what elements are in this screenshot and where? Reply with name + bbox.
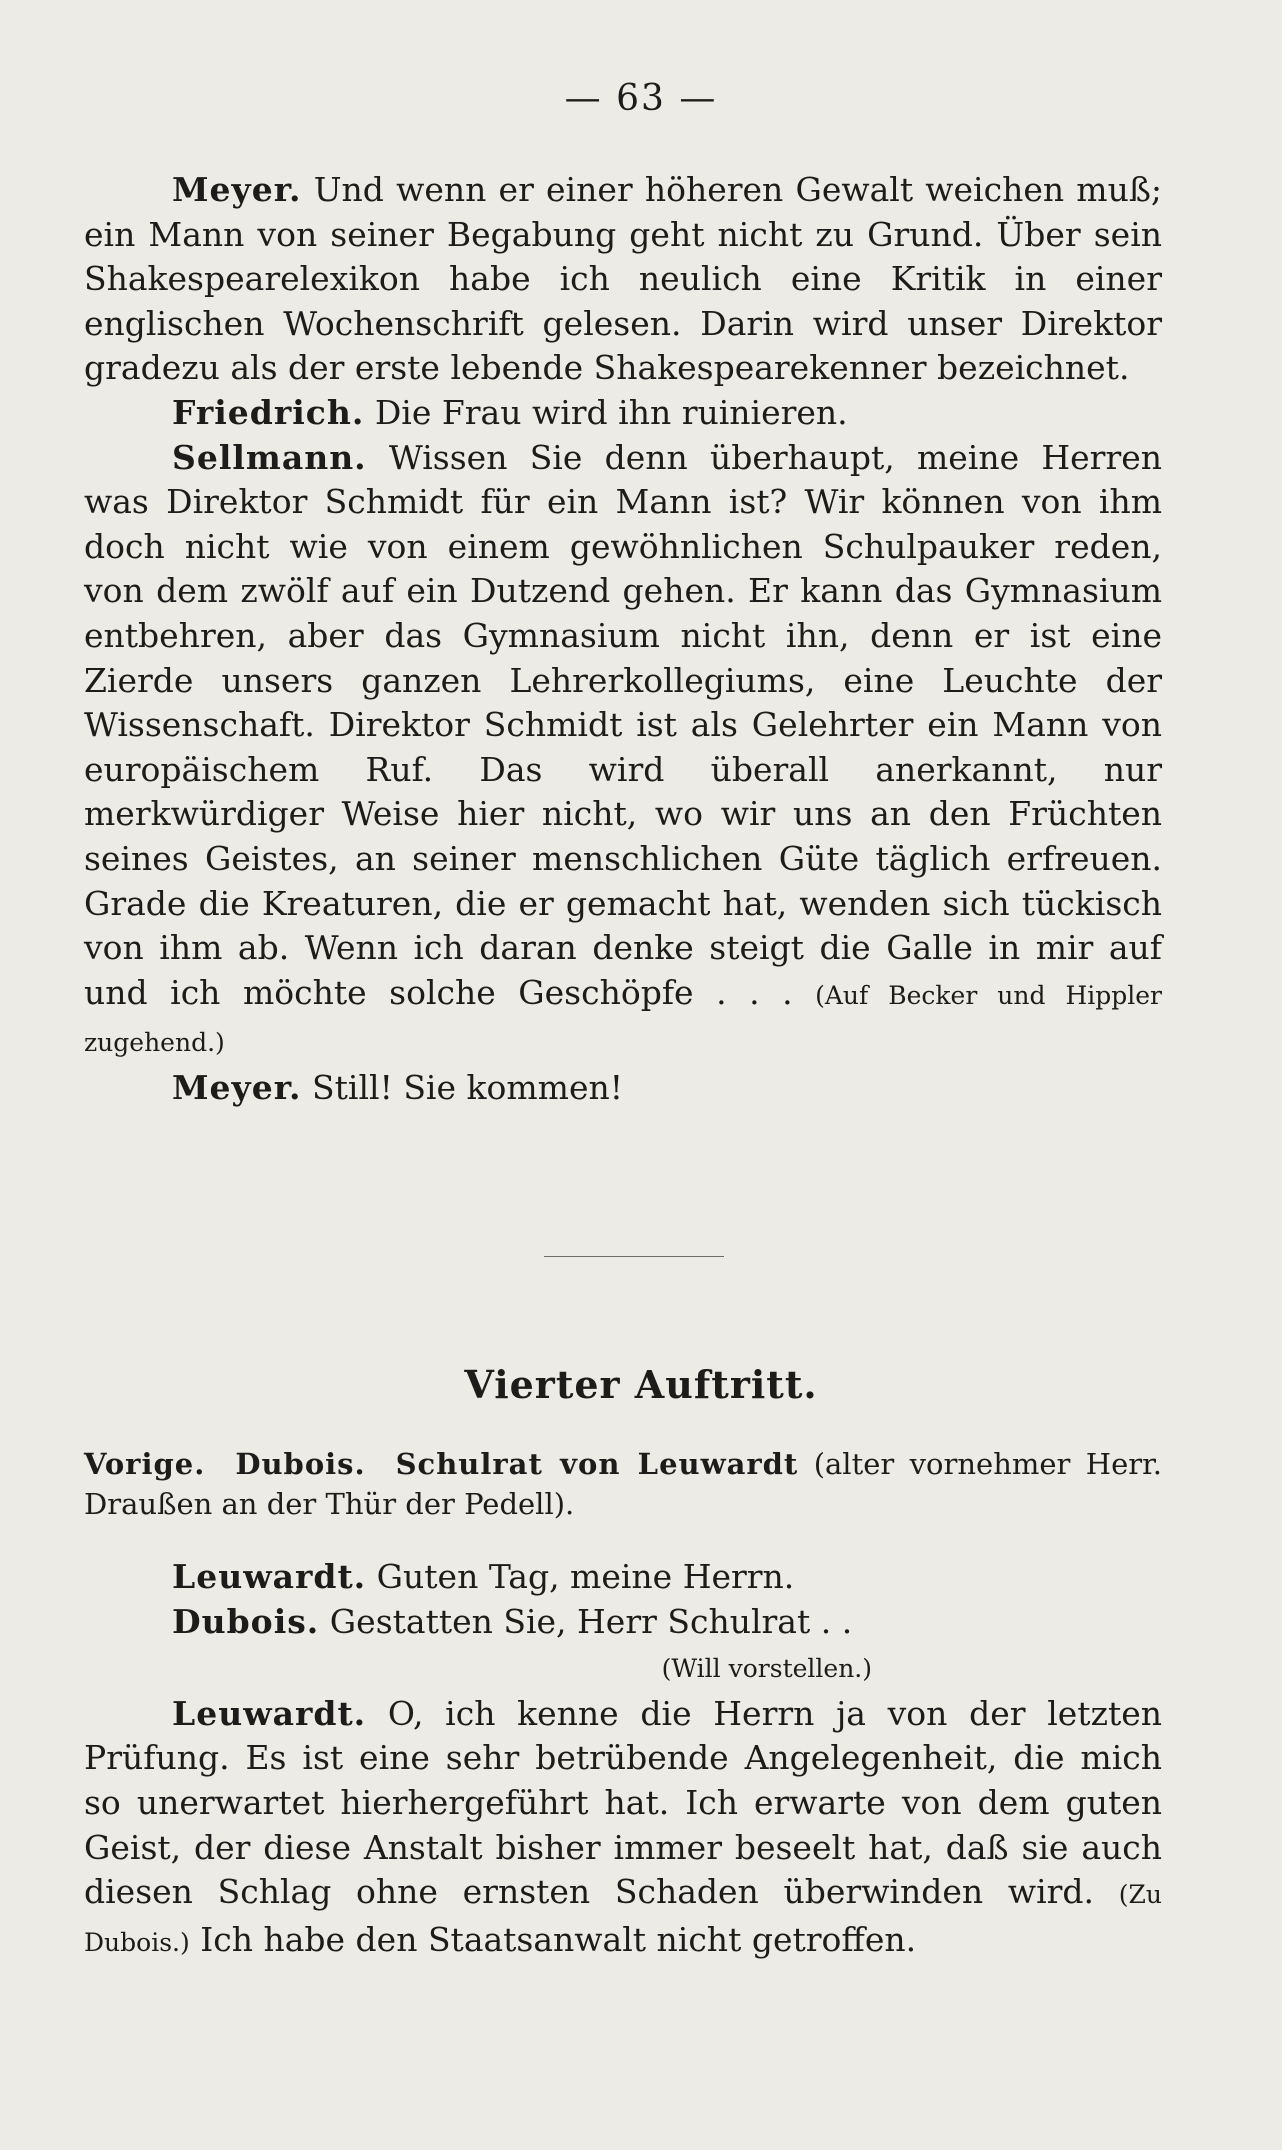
dialogue-line — [84, 1555, 1162, 1600]
dialogue-text: Still! Sie kommen! — [301, 1067, 623, 1107]
dialogue-line — [84, 1692, 1162, 1966]
speaker-name: Dubois. — [172, 1601, 320, 1641]
cast-name: Dubois. — [235, 1447, 366, 1481]
dialogue-text: Guten Tag, meine Herrn. — [366, 1557, 795, 1596]
speaker-name: Leuwardt. — [172, 1693, 367, 1733]
dialogue-text: Und wenn er einer höheren Gewalt weichen muß; ein Mann von seiner Begabung geht nicht zu Grund. Über sein Shakespearelexikon habe ich neulich eine Kritik in einer englischen Wochenschrift gelesen. Darin wird unser Direktor gradezu als der erste lebende Shakespearekenner bezeichnet. — [84, 170, 1162, 388]
stage-direction-line — [84, 1644, 1162, 1692]
dialogue-text: Die Frau wird ihn ruinieren. — [364, 392, 848, 432]
scene-two-text — [84, 1555, 1162, 1965]
speaker-name: Meyer. — [172, 170, 302, 209]
dialogue-text: O, ich kenne die Herrn ja von der letzten Prüfung. Es ist eine sehr betrübende Angelegenheit, die mich so unerwartet hierhergeführt hat. Ich erwarte von dem guten Geist, der diese Anstalt bisher immer beseelt hat, daß sie auch diesen Schlag ohne ernsten Schaden überwinden wird. — [84, 1693, 1162, 1912]
dialogue-line — [84, 391, 1162, 436]
page-number: — 63 — — [564, 78, 718, 119]
cast-name: Vorige. — [84, 1447, 206, 1481]
cast-note: (alter vornehmer Herr. Draußen an der Thür der Pedell). — [84, 1447, 1162, 1521]
dialogue-text: Gestatten Sie, Herr Schulrat . . — [319, 1601, 853, 1641]
speaker-name: Leuwardt. — [172, 1557, 367, 1596]
scene-one-text — [84, 168, 1162, 1110]
dialogue-line — [84, 436, 1162, 1066]
cast-name: Schulrat von Leuwardt — [395, 1447, 799, 1481]
dialogue-line — [84, 1600, 1162, 1645]
cast-list — [84, 1444, 1162, 1524]
dialogue-line — [84, 168, 1162, 391]
dialogue-text: Ich habe den Staatsanwalt nicht getroffen. — [189, 1919, 917, 1959]
section-divider — [544, 1256, 724, 1257]
dialogue-line — [84, 1066, 1162, 1111]
stage-direction: (Auf Becker und Hippler zugehend.) — [84, 980, 1162, 1058]
speaker-name: Friedrich. — [172, 392, 365, 432]
speaker-name: Sellmann. — [172, 437, 367, 477]
stage-direction: (Will vorstellen.) — [661, 1654, 872, 1684]
speaker-name: Meyer. — [172, 1067, 302, 1107]
scene-heading: Vierter Auftritt. — [464, 1362, 818, 1407]
dialogue-text: Wissen Sie denn überhaupt, meine Herren was Direktor Schmidt für ein Mann ist? Wir können von ihm doch nicht wie von einem gewöhnlichen Schulpauker reden, von dem zwölf auf ein Dutzend gehen. Er kann das Gymnasium entbehren, aber das Gymnasium nicht ihn, denn er ist eine Zierde unsers ganzen Lehrerkollegiums, eine Leuchte der Wissenschaft. Direktor Schmidt ist als Gelehrter ein Mann von europäischem Ruf. Das wird überall anerkannt, nur merkwürdiger Weise hier nicht, wo wir uns an den Früchten seines Geistes, an seiner menschlichen Güte täglich erfreuen. Grade die Kreaturen, die er gemacht hat, wenden sich tückisch von ihm ab. Wenn ich daran denke steigt die Galle in mir auf und ich möchte solche Geschöpfe . . . — [84, 437, 1162, 1012]
stage-direction: (Zu Dubois.) — [84, 1880, 1162, 1957]
